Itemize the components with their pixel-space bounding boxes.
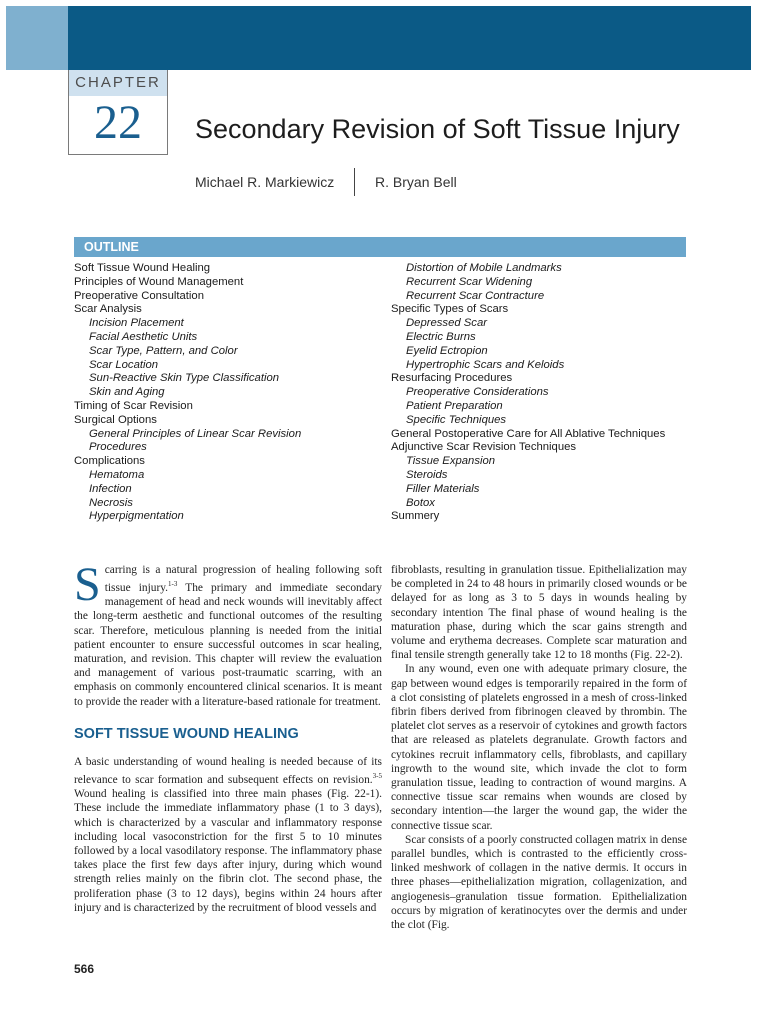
outline-item: General Principles of Linear Scar Revision — [89, 427, 302, 440]
p2-text-a: A basic understanding of wound healing is needed because of its relevance to scar formation and subsequent effects on revision. — [74, 756, 382, 787]
author-2: R. Bryan Bell — [375, 174, 457, 190]
chapter-box — [68, 70, 168, 155]
author-list — [195, 168, 457, 196]
outline-item: Sun-Reactive Skin Type Classification — [89, 372, 280, 385]
outline-item: Electric Burns — [406, 330, 476, 343]
right-paragraph-1: fibroblasts, resulting in granulation tissue. Epithelialization may be completed in 24 to 48 hours in primarily closed wounds or be delayed for as long as 3 to 5 days in wounds healing by secondary intention The final phase of wound healing is the maturation phase, during which the scar gains strength and volume and erythema decreases. Complete scar maturation and final tensile strength generally take 12 to 18 months (Fig. 22-2). — [391, 564, 687, 662]
outline-item: Hematoma — [89, 468, 145, 481]
outline-item: Complications — [74, 455, 145, 468]
outline-item: Timing of Scar Revision — [74, 399, 193, 412]
intro-paragraph — [74, 558, 382, 709]
citation-ref: 1-3 — [168, 580, 178, 589]
drop-cap: S — [74, 558, 101, 611]
outline-item: Surgical Options — [74, 413, 157, 426]
outline-item: Recurrent Scar Contracture — [406, 289, 545, 302]
outline-item: Incision Placement — [89, 317, 184, 330]
outline-item: Filler Materials — [406, 482, 480, 495]
outline-item: Scar Analysis — [74, 303, 142, 316]
wound-healing-paragraph — [74, 755, 382, 915]
intro-text-a: carring is a natural progression of healing following soft tissue injury. — [104, 564, 382, 594]
outline-left-column — [74, 262, 374, 524]
outline-item: Hyperpigmentation — [89, 510, 184, 523]
outline-item: Recurrent Scar Widening — [406, 275, 533, 288]
section-heading: SOFT TISSUE WOUND HEALING — [74, 725, 299, 742]
outline-item: Hypertrophic Scars and Keloids — [406, 358, 565, 371]
outline-item: Preoperative Consultation — [74, 289, 204, 302]
outline-item: Scar Type, Pattern, and Color — [89, 344, 238, 357]
author-divider — [354, 168, 355, 196]
chapter-title: Secondary Revision of Soft Tissue Injury — [195, 114, 680, 144]
citation-ref: 3-5 — [372, 772, 382, 781]
body-right-column — [391, 563, 687, 932]
intro-text-b: The primary and immediate secondary management of head and neck wounds will inevitably affect the long-term aesthetic and functional outcomes of the resulting scar. Therefore, meticulous planning is needed from the initial patient encounter to ensure successful outcomes in scar healing, maturation, and revision. This chapter will review the evaluation and management of various post-traumatic scarring, with an emphasis on commonly encountered clinical scenarios. It is meant to provide the reader with a literature-based rationale for treatment. — [74, 582, 382, 708]
outline-item: Patient Preparation — [406, 399, 503, 412]
outline-item: Facial Aesthetic Units — [89, 330, 198, 343]
outline-item: Soft Tissue Wound Healing — [74, 262, 211, 274]
outline-item: Skin and Aging — [89, 386, 165, 399]
outline-item: Principles of Wound Management — [74, 275, 244, 288]
outline-item: Distortion of Mobile Landmarks — [406, 262, 562, 274]
outline-item: Tissue Expansion — [406, 455, 496, 468]
body-left-column — [74, 558, 382, 915]
outline-item: Botox — [406, 496, 435, 509]
chapter-number: 22 — [94, 96, 142, 149]
right-paragraph-2: In any wound, even one with adequate primary closure, the gap between wound edges is temporarily repaired in the form of a clot consisting of platelets engrossed in a mesh of cross-linked fibrin fibers derived from fibrinogen cleaved by thrombin. The platelet clot serves as a reservoir of cytokines and growth factors that are released as platelets degranulate. Growth factors and cytokines recruit inflammatory cells, fibroblasts, and capillary ingrowth to the wound site, which invade the clot to form granulation tissue, leading to contraction of wound margins. A connective tissue scar remains when wounds are closed by secondary intention—the larger the wound gap, the wider the connective tissue scar. — [391, 663, 687, 832]
author-1: Michael R. Markiewicz — [195, 174, 335, 190]
outline-right-column — [391, 262, 691, 524]
chapter-label: CHAPTER — [69, 70, 167, 96]
outline-item: General Postoperative Care for All Ablative Techniques — [391, 427, 666, 440]
outline-item: Resurfacing Procedures — [391, 372, 513, 385]
outline-item: Eyelid Ectropion — [406, 344, 488, 357]
outline-item: Infection — [89, 482, 132, 495]
outline-item: Specific Techniques — [406, 413, 507, 426]
outline-item: Scar Location — [89, 358, 159, 371]
outline-item: Summery — [391, 510, 440, 523]
outline-item: Depressed Scar — [406, 317, 487, 330]
header-band-light — [6, 6, 68, 70]
p2-text-b: Wound healing is classified into three main phases (Fig. 22-1). These include the immediate inflammatory phase (1 to 3 days), which is characterized by a vascular and inflammatory response including local vasoconstriction for the first 5 to 10 minutes followed by a local vasodilatory response. The inflammatory phase takes place the first few days after injury, during which wound strength relies mainly on the fibrin clot. The second phase, the proliferation phase (3 to 12 days), begins within 24 hours after injury and is characterized by the recruitment of blood vessels and — [74, 788, 382, 914]
outline-item: Steroids — [406, 468, 448, 481]
outline-heading: OUTLINE — [74, 237, 686, 257]
outline-item: Adjunctive Scar Revision Techniques — [391, 441, 577, 454]
header-band-dark — [68, 6, 751, 70]
page-number: 566 — [74, 962, 95, 976]
outline-item: Procedures — [89, 441, 147, 454]
right-paragraph-3: Scar consists of a poorly constructed collagen matrix in dense parallel bundles, which is contrasted to the efficiently cross-linked meshwork of collagen in the native dermis. It occurs in three phases—epithelialization migration, collagenization, and angiogenesis–granulation tissue formation. Epithelialization occurs by migration of keratinocytes over the dermis and under the clot (Fig. — [391, 833, 687, 932]
outline-item: Necrosis — [89, 496, 133, 509]
outline-item: Specific Types of Scars — [391, 303, 509, 316]
outline-item: Preoperative Considerations — [406, 386, 549, 399]
